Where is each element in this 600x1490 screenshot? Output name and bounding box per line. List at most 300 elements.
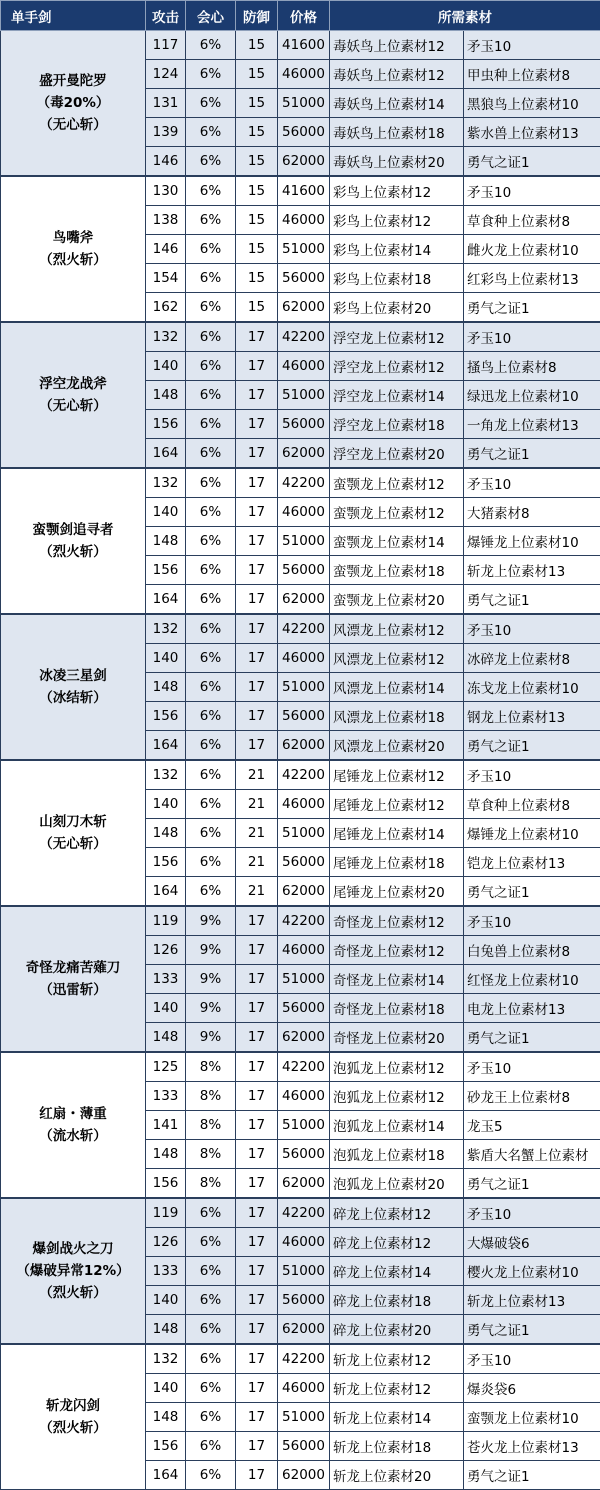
crit-cell: 9% <box>186 965 236 994</box>
material2-cell: 冻戈龙上位素材10 <box>464 673 600 702</box>
weapon-name-line: （烈火斩） <box>1 1282 145 1304</box>
material1-cell: 风漂龙上位素材18 <box>330 702 464 731</box>
crit-cell: 6% <box>186 644 236 673</box>
attack-cell: 117 <box>146 31 186 60</box>
header-crit: 会心 <box>186 1 236 31</box>
price-cell: 56000 <box>278 118 330 147</box>
crit-cell: 6% <box>186 1315 236 1345</box>
material2-cell: 勇气之证1 <box>464 293 600 323</box>
price-cell: 56000 <box>278 1140 330 1169</box>
material1-cell: 泡狐龙上位素材12 <box>330 1052 464 1082</box>
material2-cell: 爆炎袋6 <box>464 1374 600 1403</box>
crit-cell: 6% <box>186 1403 236 1432</box>
material2-cell: 白兔兽上位素材8 <box>464 936 600 965</box>
price-cell: 62000 <box>278 1315 330 1345</box>
price-cell: 46000 <box>278 1082 330 1111</box>
defense-cell: 17 <box>236 673 278 702</box>
attack-cell: 156 <box>146 848 186 877</box>
defense-cell: 17 <box>236 410 278 439</box>
weapon-name-line: （烈火斩） <box>1 541 145 563</box>
defense-cell: 17 <box>236 702 278 731</box>
price-cell: 51000 <box>278 819 330 848</box>
defense-cell: 17 <box>236 1286 278 1315</box>
price-cell: 42200 <box>278 1344 330 1374</box>
defense-cell: 21 <box>236 848 278 877</box>
weapon-name-cell <box>1 1052 146 1198</box>
material2-cell: 红彩鸟上位素材13 <box>464 264 600 293</box>
defense-cell: 17 <box>236 1111 278 1140</box>
crit-cell: 6% <box>186 293 236 323</box>
price-cell: 51000 <box>278 1257 330 1286</box>
price-cell: 62000 <box>278 147 330 177</box>
price-cell: 51000 <box>278 673 330 702</box>
material1-cell: 尾锤龙上位素材12 <box>330 760 464 790</box>
defense-cell: 15 <box>236 31 278 60</box>
material1-cell: 蛮颚龙上位素材12 <box>330 498 464 527</box>
weapon-name-cell <box>1 760 146 906</box>
material2-cell: 矛玉10 <box>464 176 600 206</box>
material1-cell: 斩龙上位素材12 <box>330 1374 464 1403</box>
material2-cell: 雌火龙上位素材10 <box>464 235 600 264</box>
material1-cell: 毒妖鸟上位素材12 <box>330 60 464 89</box>
attack-cell: 133 <box>146 1257 186 1286</box>
attack-cell: 132 <box>146 760 186 790</box>
crit-cell: 6% <box>186 673 236 702</box>
material1-cell: 毒妖鸟上位素材18 <box>330 118 464 147</box>
price-cell: 42200 <box>278 760 330 790</box>
attack-cell: 138 <box>146 206 186 235</box>
header-name: 单手剑 <box>1 1 146 31</box>
table-row <box>1 176 600 206</box>
material2-cell: 勇气之证1 <box>464 1023 600 1053</box>
attack-cell: 146 <box>146 147 186 177</box>
material1-cell: 碎龙上位素材14 <box>330 1257 464 1286</box>
material2-cell: 斩龙上位素材13 <box>464 1286 600 1315</box>
price-cell: 42200 <box>278 468 330 498</box>
material1-cell: 尾锤龙上位素材12 <box>330 790 464 819</box>
attack-cell: 140 <box>146 498 186 527</box>
material1-cell: 浮空龙上位素材20 <box>330 439 464 469</box>
crit-cell: 6% <box>186 819 236 848</box>
defense-cell: 15 <box>236 264 278 293</box>
crit-cell: 6% <box>186 790 236 819</box>
defense-cell: 17 <box>236 322 278 352</box>
attack-cell: 148 <box>146 381 186 410</box>
material1-cell: 彩鸟上位素材20 <box>330 293 464 323</box>
material1-cell: 泡狐龙上位素材18 <box>330 1140 464 1169</box>
attack-cell: 132 <box>146 614 186 644</box>
material2-cell: 斩龙上位素材13 <box>464 556 600 585</box>
attack-cell: 148 <box>146 1140 186 1169</box>
material2-cell: 矛玉10 <box>464 760 600 790</box>
material1-cell: 碎龙上位素材12 <box>330 1198 464 1228</box>
weapon-name-line: 山刻刀木斩 <box>1 811 145 833</box>
table-row <box>1 1344 600 1374</box>
price-cell: 51000 <box>278 1403 330 1432</box>
attack-cell: 141 <box>146 1111 186 1140</box>
defense-cell: 17 <box>236 1403 278 1432</box>
crit-cell: 6% <box>186 352 236 381</box>
defense-cell: 21 <box>236 819 278 848</box>
weapon-name-line: 斩龙闪剑 <box>1 1395 145 1417</box>
attack-cell: 148 <box>146 673 186 702</box>
material2-cell: 勇气之证1 <box>464 877 600 907</box>
defense-cell: 21 <box>236 877 278 907</box>
weapon-name-line: （无心斩） <box>1 833 145 855</box>
crit-cell: 6% <box>186 468 236 498</box>
price-cell: 46000 <box>278 352 330 381</box>
attack-cell: 148 <box>146 1315 186 1345</box>
price-cell: 42200 <box>278 614 330 644</box>
defense-cell: 17 <box>236 906 278 936</box>
crit-cell: 6% <box>186 1344 236 1374</box>
defense-cell: 17 <box>236 1228 278 1257</box>
crit-cell: 6% <box>186 264 236 293</box>
price-cell: 42200 <box>278 322 330 352</box>
attack-cell: 139 <box>146 118 186 147</box>
defense-cell: 17 <box>236 381 278 410</box>
attack-cell: 162 <box>146 293 186 323</box>
crit-cell: 6% <box>186 556 236 585</box>
material2-cell: 苍火龙上位素材13 <box>464 1432 600 1461</box>
attack-cell: 124 <box>146 60 186 89</box>
attack-cell: 164 <box>146 585 186 615</box>
header-attack: 攻击 <box>146 1 186 31</box>
material1-cell: 风漂龙上位素材14 <box>330 673 464 702</box>
material2-cell: 草食种上位素材8 <box>464 790 600 819</box>
material1-cell: 奇怪龙上位素材14 <box>330 965 464 994</box>
defense-cell: 21 <box>236 760 278 790</box>
material1-cell: 蛮颚龙上位素材18 <box>330 556 464 585</box>
attack-cell: 156 <box>146 556 186 585</box>
attack-cell: 132 <box>146 468 186 498</box>
weapon-name-line: 浮空龙战斧 <box>1 373 145 395</box>
attack-cell: 164 <box>146 877 186 907</box>
defense-cell: 17 <box>236 1315 278 1345</box>
crit-cell: 6% <box>186 527 236 556</box>
price-cell: 51000 <box>278 1111 330 1140</box>
crit-cell: 6% <box>186 1228 236 1257</box>
price-cell: 56000 <box>278 264 330 293</box>
material2-cell: 勇气之证1 <box>464 1169 600 1199</box>
table-row <box>1 760 600 790</box>
attack-cell: 140 <box>146 994 186 1023</box>
material1-cell: 浮空龙上位素材12 <box>330 352 464 381</box>
defense-cell: 15 <box>236 60 278 89</box>
weapon-name-line: 盛开曼陀罗 <box>1 70 145 92</box>
weapon-name-line: （无心斩） <box>1 114 145 136</box>
attack-cell: 132 <box>146 1344 186 1374</box>
header-materials: 所需素材 <box>330 1 600 31</box>
material2-cell: 勇气之证1 <box>464 585 600 615</box>
price-cell: 56000 <box>278 1432 330 1461</box>
crit-cell: 6% <box>186 147 236 177</box>
attack-cell: 148 <box>146 819 186 848</box>
crit-cell: 6% <box>186 877 236 907</box>
table-row <box>1 31 600 60</box>
material1-cell: 浮空龙上位素材14 <box>330 381 464 410</box>
attack-cell: 164 <box>146 439 186 469</box>
crit-cell: 6% <box>186 1257 236 1286</box>
material1-cell: 彩鸟上位素材18 <box>330 264 464 293</box>
weapon-name-line: （烈火斩） <box>1 249 145 271</box>
material2-cell: 大爆破袋6 <box>464 1228 600 1257</box>
material1-cell: 斩龙上位素材14 <box>330 1403 464 1432</box>
price-cell: 62000 <box>278 293 330 323</box>
material2-cell: 草食种上位素材8 <box>464 206 600 235</box>
crit-cell: 6% <box>186 410 236 439</box>
weapon-name-cell <box>1 176 146 322</box>
table-body <box>1 31 600 1490</box>
price-cell: 46000 <box>278 206 330 235</box>
material1-cell: 蛮颚龙上位素材12 <box>330 468 464 498</box>
material1-cell: 风漂龙上位素材12 <box>330 614 464 644</box>
material1-cell: 彩鸟上位素材14 <box>330 235 464 264</box>
price-cell: 51000 <box>278 89 330 118</box>
weapon-name-line: （流水斩） <box>1 1125 145 1147</box>
price-cell: 41600 <box>278 176 330 206</box>
crit-cell: 6% <box>186 585 236 615</box>
table-row <box>1 906 600 936</box>
crit-cell: 8% <box>186 1111 236 1140</box>
defense-cell: 15 <box>236 118 278 147</box>
crit-cell: 6% <box>186 206 236 235</box>
crit-cell: 6% <box>186 1198 236 1228</box>
table-row <box>1 614 600 644</box>
defense-cell: 17 <box>236 1257 278 1286</box>
price-cell: 46000 <box>278 1374 330 1403</box>
defense-cell: 17 <box>236 352 278 381</box>
attack-cell: 119 <box>146 1198 186 1228</box>
price-cell: 56000 <box>278 848 330 877</box>
crit-cell: 6% <box>186 60 236 89</box>
attack-cell: 148 <box>146 1023 186 1053</box>
price-cell: 41600 <box>278 31 330 60</box>
crit-cell: 6% <box>186 1374 236 1403</box>
defense-cell: 17 <box>236 1198 278 1228</box>
material1-cell: 奇怪龙上位素材12 <box>330 936 464 965</box>
material2-cell: 紫水兽上位素材13 <box>464 118 600 147</box>
crit-cell: 9% <box>186 906 236 936</box>
weapon-name-line: （无心斩） <box>1 395 145 417</box>
material2-cell: 甲虫种上位素材8 <box>464 60 600 89</box>
material1-cell: 斩龙上位素材12 <box>330 1344 464 1374</box>
crit-cell: 6% <box>186 731 236 761</box>
crit-cell: 8% <box>186 1052 236 1082</box>
material2-cell: 矛玉10 <box>464 1344 600 1374</box>
weapon-name-cell <box>1 1344 146 1490</box>
attack-cell: 131 <box>146 89 186 118</box>
material1-cell: 尾锤龙上位素材18 <box>330 848 464 877</box>
attack-cell: 126 <box>146 936 186 965</box>
attack-cell: 119 <box>146 906 186 936</box>
material2-cell: 爆锤龙上位素材10 <box>464 527 600 556</box>
header-price: 价格 <box>278 1 330 31</box>
material2-cell: 龙玉5 <box>464 1111 600 1140</box>
crit-cell: 6% <box>186 760 236 790</box>
attack-cell: 140 <box>146 1374 186 1403</box>
material1-cell: 尾锤龙上位素材14 <box>330 819 464 848</box>
price-cell: 42200 <box>278 1052 330 1082</box>
crit-cell: 6% <box>186 1286 236 1315</box>
price-cell: 51000 <box>278 527 330 556</box>
crit-cell: 6% <box>186 235 236 264</box>
price-cell: 42200 <box>278 1198 330 1228</box>
table-row <box>1 468 600 498</box>
material1-cell: 奇怪龙上位素材20 <box>330 1023 464 1053</box>
price-cell: 62000 <box>278 1169 330 1199</box>
material2-cell: 黑狼鸟上位素材10 <box>464 89 600 118</box>
material1-cell: 彩鸟上位素材12 <box>330 176 464 206</box>
defense-cell: 17 <box>236 614 278 644</box>
weapon-name-cell <box>1 906 146 1052</box>
price-cell: 56000 <box>278 410 330 439</box>
defense-cell: 17 <box>236 644 278 673</box>
header-row <box>1 1 600 31</box>
material2-cell: 勇气之证1 <box>464 1315 600 1345</box>
material2-cell: 电龙上位素材13 <box>464 994 600 1023</box>
weapon-name-line: 奇怪龙痛苦薙刀 <box>1 957 145 979</box>
material1-cell: 泡狐龙上位素材12 <box>330 1082 464 1111</box>
price-cell: 46000 <box>278 644 330 673</box>
material2-cell: 矛玉10 <box>464 31 600 60</box>
price-cell: 46000 <box>278 498 330 527</box>
crit-cell: 6% <box>186 848 236 877</box>
crit-cell: 6% <box>186 702 236 731</box>
defense-cell: 17 <box>236 585 278 615</box>
attack-cell: 130 <box>146 176 186 206</box>
table-row <box>1 1052 600 1082</box>
material2-cell: 樱火龙上位素材10 <box>464 1257 600 1286</box>
crit-cell: 6% <box>186 31 236 60</box>
material1-cell: 浮空龙上位素材18 <box>330 410 464 439</box>
attack-cell: 133 <box>146 965 186 994</box>
defense-cell: 15 <box>236 176 278 206</box>
defense-cell: 17 <box>236 1082 278 1111</box>
material1-cell: 风漂龙上位素材20 <box>330 731 464 761</box>
weapon-name-line: （烈火斩） <box>1 1417 145 1439</box>
attack-cell: 156 <box>146 1169 186 1199</box>
defense-cell: 21 <box>236 790 278 819</box>
defense-cell: 17 <box>236 498 278 527</box>
price-cell: 62000 <box>278 877 330 907</box>
material1-cell: 碎龙上位素材18 <box>330 1286 464 1315</box>
attack-cell: 140 <box>146 644 186 673</box>
defense-cell: 17 <box>236 1023 278 1053</box>
attack-cell: 146 <box>146 235 186 264</box>
material2-cell: 大猪素材8 <box>464 498 600 527</box>
header-defense: 防御 <box>236 1 278 31</box>
weapon-name-cell <box>1 1198 146 1344</box>
attack-cell: 126 <box>146 1228 186 1257</box>
crit-cell: 8% <box>186 1169 236 1199</box>
weapon-name-line: （爆破异常12%） <box>1 1260 145 1282</box>
material1-cell: 碎龙上位素材12 <box>330 1228 464 1257</box>
weapon-name-cell <box>1 322 146 468</box>
material1-cell: 奇怪龙上位素材18 <box>330 994 464 1023</box>
material2-cell: 钢龙上位素材13 <box>464 702 600 731</box>
defense-cell: 17 <box>236 1374 278 1403</box>
defense-cell: 17 <box>236 527 278 556</box>
material1-cell: 毒妖鸟上位素材14 <box>330 89 464 118</box>
material1-cell: 碎龙上位素材20 <box>330 1315 464 1345</box>
material2-cell: 蛮颚龙上位素材10 <box>464 1403 600 1432</box>
defense-cell: 17 <box>236 439 278 469</box>
price-cell: 51000 <box>278 381 330 410</box>
weapon-name-line: （毒20%） <box>1 92 145 114</box>
material1-cell: 泡狐龙上位素材20 <box>330 1169 464 1199</box>
attack-cell: 156 <box>146 410 186 439</box>
material2-cell: 铠龙上位素材13 <box>464 848 600 877</box>
material2-cell: 矛玉10 <box>464 614 600 644</box>
weapon-name-cell <box>1 468 146 614</box>
material1-cell: 毒妖鸟上位素材20 <box>330 147 464 177</box>
price-cell: 51000 <box>278 965 330 994</box>
crit-cell: 6% <box>186 1432 236 1461</box>
material2-cell: 矛玉10 <box>464 1198 600 1228</box>
material1-cell: 毒妖鸟上位素材12 <box>330 31 464 60</box>
defense-cell: 17 <box>236 1052 278 1082</box>
price-cell: 62000 <box>278 1461 330 1490</box>
weapon-name-line: 鸟嘴斧 <box>1 227 145 249</box>
crit-cell: 6% <box>186 439 236 469</box>
material1-cell: 风漂龙上位素材12 <box>330 644 464 673</box>
attack-cell: 148 <box>146 1403 186 1432</box>
material2-cell: 紫盾大名蟹上位素材 <box>464 1140 600 1169</box>
attack-cell: 140 <box>146 1286 186 1315</box>
crit-cell: 6% <box>186 322 236 352</box>
material2-cell: 一角龙上位素材13 <box>464 410 600 439</box>
material2-cell: 绿迅龙上位素材10 <box>464 381 600 410</box>
weapon-name-line: （冰结斩） <box>1 687 145 709</box>
defense-cell: 17 <box>236 994 278 1023</box>
material1-cell: 奇怪龙上位素材12 <box>330 906 464 936</box>
weapon-name-cell <box>1 614 146 760</box>
material1-cell: 浮空龙上位素材12 <box>330 322 464 352</box>
table-row <box>1 1198 600 1228</box>
price-cell: 46000 <box>278 790 330 819</box>
defense-cell: 17 <box>236 1140 278 1169</box>
material2-cell: 勇气之证1 <box>464 439 600 469</box>
attack-cell: 164 <box>146 731 186 761</box>
price-cell: 46000 <box>278 936 330 965</box>
material1-cell: 尾锤龙上位素材20 <box>330 877 464 907</box>
price-cell: 62000 <box>278 585 330 615</box>
crit-cell: 6% <box>186 381 236 410</box>
defense-cell: 17 <box>236 731 278 761</box>
weapon-name-line: 冰凌三星剑 <box>1 665 145 687</box>
weapon-name-line: 蛮颚剑追寻者 <box>1 519 145 541</box>
crit-cell: 6% <box>186 176 236 206</box>
crit-cell: 9% <box>186 1023 236 1053</box>
defense-cell: 17 <box>236 936 278 965</box>
defense-cell: 15 <box>236 293 278 323</box>
material2-cell: 矛玉10 <box>464 322 600 352</box>
material2-cell: 冰碎龙上位素材8 <box>464 644 600 673</box>
material2-cell: 矛玉10 <box>464 906 600 936</box>
material2-cell: 搔鸟上位素材8 <box>464 352 600 381</box>
defense-cell: 17 <box>236 965 278 994</box>
weapon-name-line: （迅雷斩） <box>1 979 145 1001</box>
crit-cell: 6% <box>186 1461 236 1490</box>
defense-cell: 17 <box>236 556 278 585</box>
attack-cell: 156 <box>146 702 186 731</box>
material2-cell: 矛玉10 <box>464 468 600 498</box>
material1-cell: 蛮颚龙上位素材20 <box>330 585 464 615</box>
defense-cell: 15 <box>236 89 278 118</box>
defense-cell: 17 <box>236 1432 278 1461</box>
attack-cell: 132 <box>146 322 186 352</box>
